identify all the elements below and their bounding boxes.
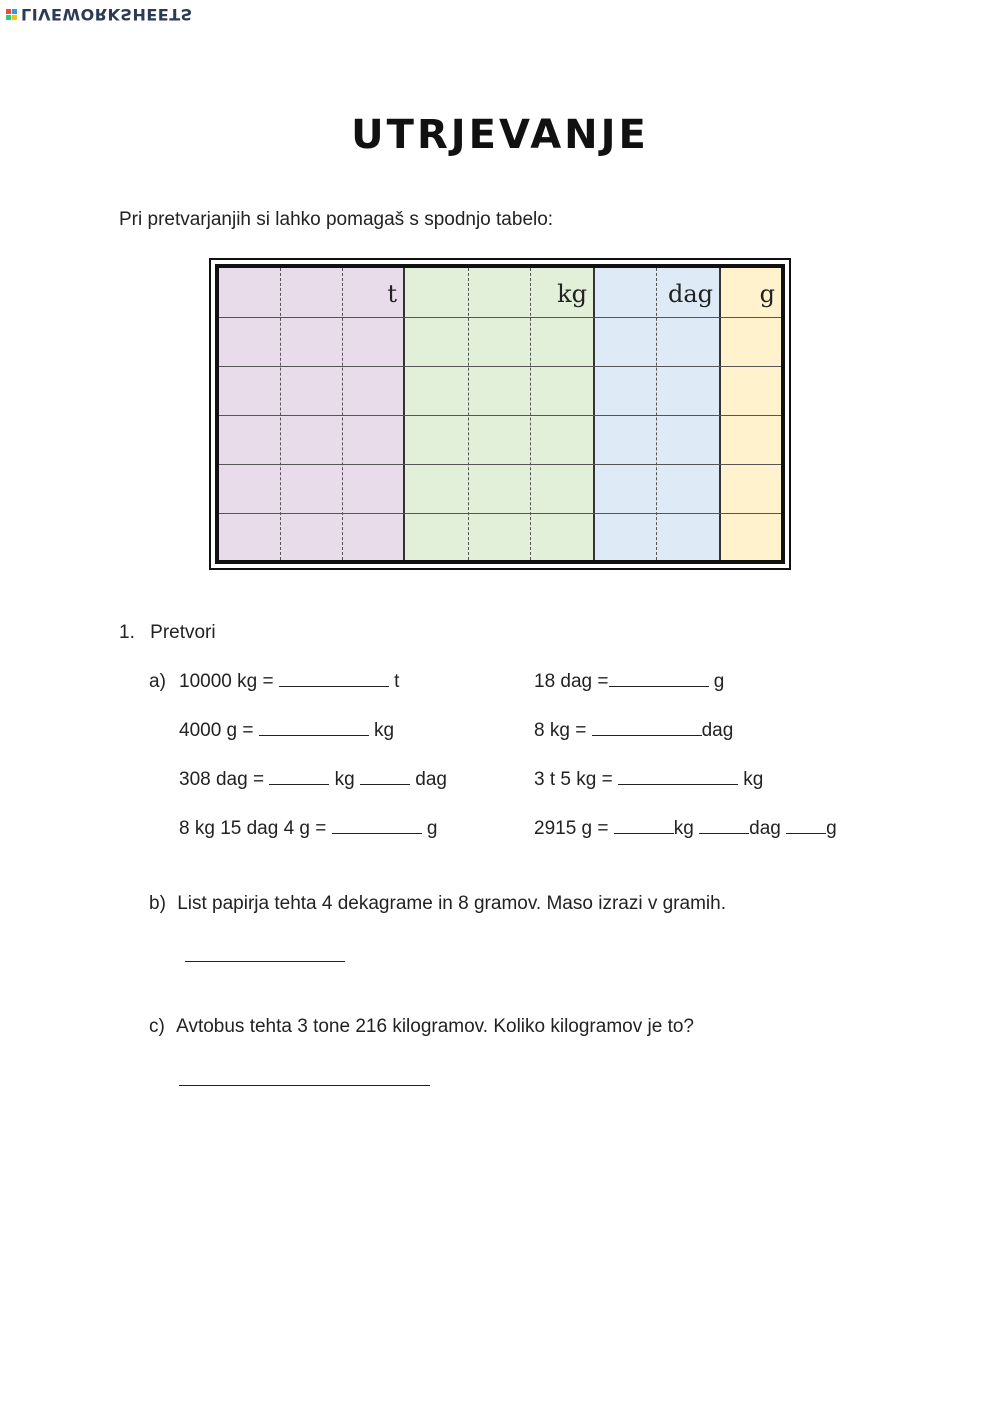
answer-blank[interactable]	[592, 721, 702, 736]
task-c-text: Avtobus tehta 3 tone 216 kilogramov. Koliko kilogramov je to?	[176, 1016, 694, 1037]
unit-label-dag: dag	[667, 280, 713, 308]
answer-blank[interactable]	[360, 770, 410, 785]
row-divider	[219, 513, 781, 514]
task-number: 1.	[119, 622, 135, 643]
col-dag-tens[interactable]	[595, 268, 657, 560]
answer-blank[interactable]	[269, 770, 329, 785]
task-c	[149, 1016, 694, 1038]
exercise-unit: g	[826, 818, 837, 839]
exercise-unit: g	[708, 671, 725, 692]
answer-blank[interactable]	[609, 672, 709, 687]
task-b-label: b)	[149, 893, 166, 914]
exercise-unit: dag	[409, 769, 447, 790]
col-dag-units[interactable]	[657, 268, 721, 560]
exercise-a5	[534, 671, 724, 693]
answer-blank[interactable]	[786, 819, 826, 834]
task-b-text: List papirja tehta 4 dekagrame in 8 gramov. Maso izrazi v gramih.	[177, 893, 726, 914]
exercise-a7	[534, 769, 763, 791]
answer-blank[interactable]	[279, 672, 389, 687]
exercise-unit: kg	[368, 720, 395, 741]
col-t-hundreds[interactable]	[219, 268, 281, 560]
answer-line-c[interactable]	[179, 1085, 430, 1086]
unit-label-g: g	[759, 280, 775, 308]
col-t-tens[interactable]	[281, 268, 343, 560]
intro-text: Pri pretvarjanjih si lahko pomagaš s spodnjo tabelo:	[119, 209, 554, 230]
exercise-text: 4000 g =	[179, 720, 259, 741]
liveworksheets-logo	[6, 6, 193, 22]
answer-blank[interactable]	[259, 721, 369, 736]
exercise-unit: kg	[737, 769, 764, 790]
unit-table-grid	[215, 264, 785, 564]
answer-blank[interactable]	[618, 770, 738, 785]
exercise-unit: kg	[329, 769, 360, 790]
col-kg-tens[interactable]	[469, 268, 531, 560]
row-divider	[219, 415, 781, 416]
exercise-text: 2915 g =	[534, 818, 614, 839]
answer-blank[interactable]	[614, 819, 674, 834]
logo-text: LIVEWORKSHEETS	[21, 4, 193, 24]
exercise-text: 3 t 5 kg =	[534, 769, 618, 790]
exercise-a1	[179, 671, 399, 693]
col-g-units[interactable]	[721, 268, 781, 560]
unit-label-t: t	[387, 280, 397, 308]
task-c-label: c)	[149, 1016, 165, 1037]
exercise-a3	[179, 769, 447, 791]
task-b	[149, 893, 726, 915]
exercise-unit: dag	[749, 818, 787, 839]
row-divider	[219, 464, 781, 465]
col-t-units[interactable]	[343, 268, 405, 560]
exercise-text: 10000 kg =	[179, 671, 279, 692]
page-title: UTRJEVANJE	[351, 112, 649, 158]
exercise-text: 308 dag =	[179, 769, 270, 790]
exercise-a4	[179, 818, 438, 840]
answer-blank[interactable]	[699, 819, 749, 834]
exercise-unit: t	[388, 671, 400, 692]
exercise-unit: dag	[701, 720, 734, 741]
exercise-text: 8 kg =	[534, 720, 592, 741]
exercise-unit: g	[421, 818, 438, 839]
task-a-label: a)	[149, 671, 166, 692]
exercise-a2	[179, 720, 394, 742]
answer-line-b[interactable]	[185, 961, 345, 962]
col-kg-hundreds[interactable]	[405, 268, 469, 560]
exercise-text: 8 kg 15 dag 4 g =	[179, 818, 332, 839]
exercise-text: 18 dag =	[534, 671, 609, 692]
unit-conversion-table	[209, 258, 791, 570]
col-kg-units[interactable]	[531, 268, 595, 560]
task-heading: Pretvori	[150, 622, 216, 643]
task-1-heading	[119, 622, 216, 644]
exercise-a6	[534, 720, 733, 742]
logo-icon	[6, 9, 17, 20]
exercise-a8	[534, 818, 837, 840]
answer-blank[interactable]	[332, 819, 422, 834]
exercise-unit: kg	[673, 818, 700, 839]
row-divider	[219, 366, 781, 367]
unit-label-kg: kg	[557, 280, 587, 308]
row-divider	[219, 317, 781, 318]
